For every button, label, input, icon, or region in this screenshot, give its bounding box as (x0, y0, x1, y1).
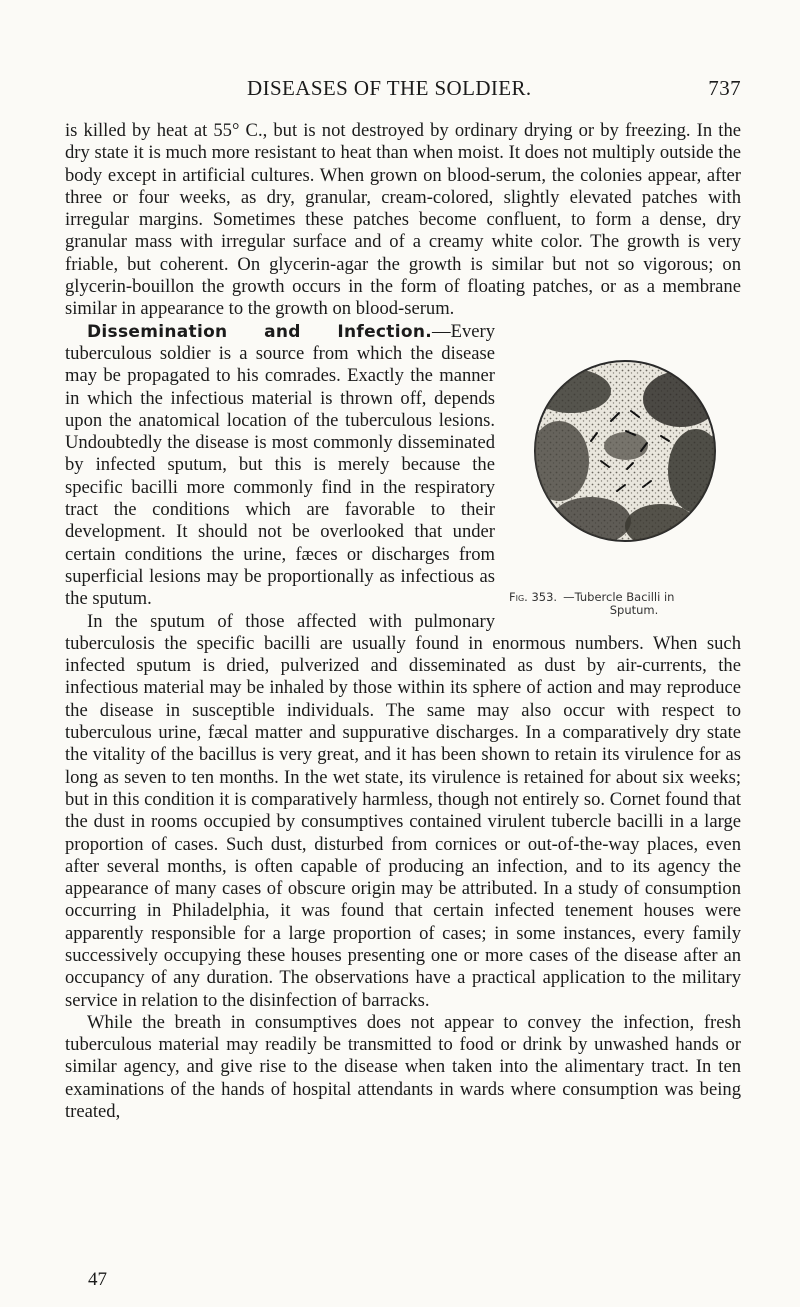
signature-mark: 47 (88, 1269, 107, 1290)
paragraph-text: —Every tuberculous soldier is a source from which the disease may be propagated to his comrades. Exactly the manner in which the infectious material is thrown off, depends upon the anatomical location of the tuberculous lesions. Undoubtedly the disease is most commonly disseminated by infected sputum, but this is merely because the specific bacilli more commonly find in the respiratory tract the conditions which are favorable to their development. It should not be overlooked that under certain conditions the urine, fæces or discharges from superficial lesions may be proportionally as infectious as the sputum. (65, 320, 495, 610)
caption-text-cont: Sputum. (609, 602, 659, 617)
body-text (65, 120, 741, 1123)
paragraph-transmission: While the breath in consumptives does not appear to convey the infection, fresh tuberculous material may readily be transmitted to food or drink by unwashed hands or similar agency, and give rise to the disease when taken into the alimentary tract. In ten examinations of the hands of hospital attendants in wards where consumption was being treated, (65, 1011, 741, 1123)
page-number: 737 (708, 76, 741, 100)
paragraph-culture: is killed by heat at 55° C., but is not destroyed by ordinary drying or by freezing. In the dry state it is much more resistant to heat than when moist. It does not multiply outside the body except in artificial cultures. When grown on blood-serum, the colonies appear, after three or four weeks, as dry, granular, cream-colored, slightly elevated patches with irregular margins. Sometimes these patches become confluent, to form a dense, dry granular mass with irregular surface and of a creamy white color. The growth is very friable, but coherent. On glycerin-agar the growth is similar but not so vigorous; on glycerin-bouillon the growth occurs in the form of floating patches, or as a membrane similar in appearance to the growth on blood-serum. (65, 120, 741, 320)
caption-text: —Tubercle Bacilli in (563, 589, 675, 604)
running-head (65, 76, 741, 106)
figure-label: Fig. 353. (509, 589, 558, 604)
figure-caption (509, 591, 741, 617)
paragraph-sputum: In the sputum of those affected with pulmonary tuberculosis the specific bacilli are usually found in enormous numbers. When such infected sputum is dried, pulverized and disseminated as dust by air-currents, the infectious material may be inhaled by those within its sphere of action and may reproduce the disease in susceptible individuals. The same may also occur with respect to tuberculous urine, fæcal matter and suppurative discharges. In a comparatively dry state the vitality of the bacillus is very great, and it has been shown to retain its virulence for as long as seven to ten months. In the wet state, its virulence is retained for about six weeks; but in this condition it is comparatively harmless, though not entirely so. Cornet found that the dust in rooms occupied by consumptives contained virulent tubercle bacilli in a large proportion of cases. Such dust, disturbed from cornices or out-of-the-way places, even after several months, is often capable of producing an infection, and to its agency the appearance of many cases of obscure origin may be attributed. In a study of consumption occurring in Philadelphia, it was found that certain infected tenement houses were apparently responsible for a large proportion of cases; in some instances, every family successively occupying these houses presenting one or more cases of the disease after an occupancy of any duration. The observations have a practical application to the military service in relation to the disinfection of barracks. (65, 610, 741, 1011)
figure-tubercle-bacilli (509, 351, 741, 617)
microscope-field-illustration (531, 351, 719, 583)
section-heading: Dissemination and Infection. (87, 321, 432, 342)
running-title: DISEASES OF THE SOLDIER. (247, 76, 532, 100)
